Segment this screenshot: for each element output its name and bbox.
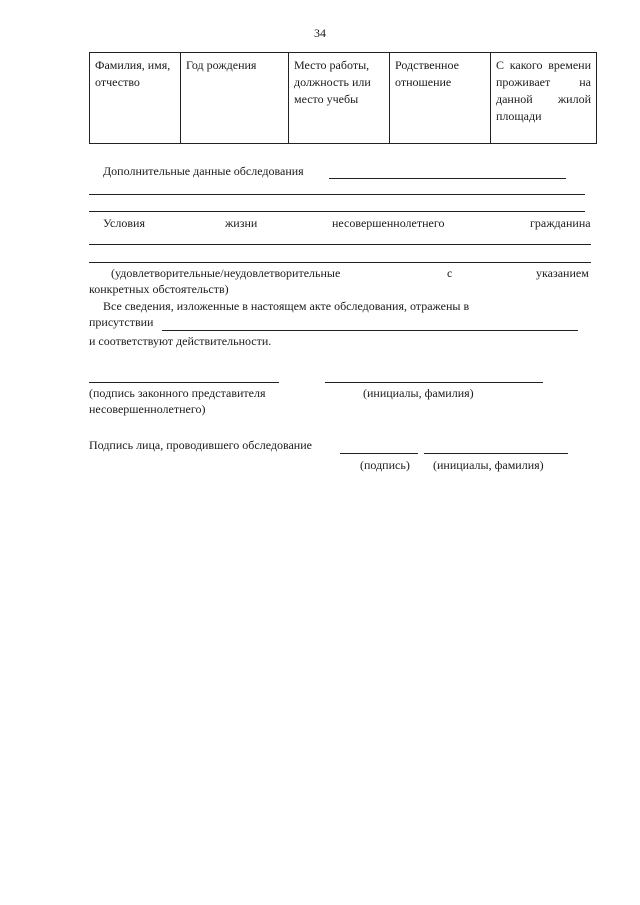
header-residence-since: С какого времени проживает на данной жилой площади (491, 53, 597, 144)
table-header-row (90, 53, 597, 144)
statement-line-1: Все сведения, изложенные в настоящем акте обследования, отражены в (103, 299, 470, 313)
inspector-signature-field[interactable] (340, 453, 418, 454)
inspector-signature-label: Подпись лица, проводившего обследование (89, 438, 312, 452)
representative-initials-caption: (инициалы, фамилия) (363, 386, 474, 400)
header-full-name: Фамилия, имя, отчество (90, 53, 181, 144)
header-relationship: Родственное отношение (390, 53, 491, 144)
family-members-table (89, 52, 597, 144)
statement-line-3: и соответствуют действительности. (89, 334, 272, 348)
additional-data-line-3[interactable] (89, 211, 585, 212)
representative-initials-field[interactable] (325, 382, 543, 383)
conditions-line-2[interactable] (89, 262, 591, 263)
representative-signature-field[interactable] (89, 382, 279, 383)
conditions-word-3: несовершеннолетнего (332, 216, 445, 230)
conditions-note-line-2: конкретных обстоятельств) (89, 282, 229, 296)
header-birth-year: Год рождения (181, 53, 289, 144)
conditions-note-part-3: указанием (536, 266, 589, 280)
page-number: 34 (314, 26, 326, 40)
inspector-signature-caption: (подпись) (360, 458, 410, 472)
additional-data-field[interactable] (329, 178, 566, 179)
additional-data-label: Дополнительные данные обследования (103, 164, 304, 178)
conditions-line-1[interactable] (89, 244, 591, 245)
representative-caption-2: несовершеннолетнего) (89, 402, 206, 416)
inspector-initials-field[interactable] (424, 453, 568, 454)
conditions-word-2: жизни (225, 216, 258, 230)
presence-label: присутствии (89, 315, 154, 329)
header-workplace: Место работы, должность или место учебы (289, 53, 390, 144)
conditions-note-part-1: (удовлетворительные/неудовлетворительные (111, 266, 341, 280)
inspector-initials-caption: (инициалы, фамилия) (433, 458, 544, 472)
presence-field[interactable] (162, 330, 578, 331)
representative-caption-1: (подпись законного представителя (89, 386, 266, 400)
conditions-word-1: Условия (103, 216, 145, 230)
conditions-note-part-2: с (447, 266, 453, 280)
conditions-word-4: гражданина (530, 216, 591, 230)
additional-data-line-2[interactable] (89, 194, 585, 195)
